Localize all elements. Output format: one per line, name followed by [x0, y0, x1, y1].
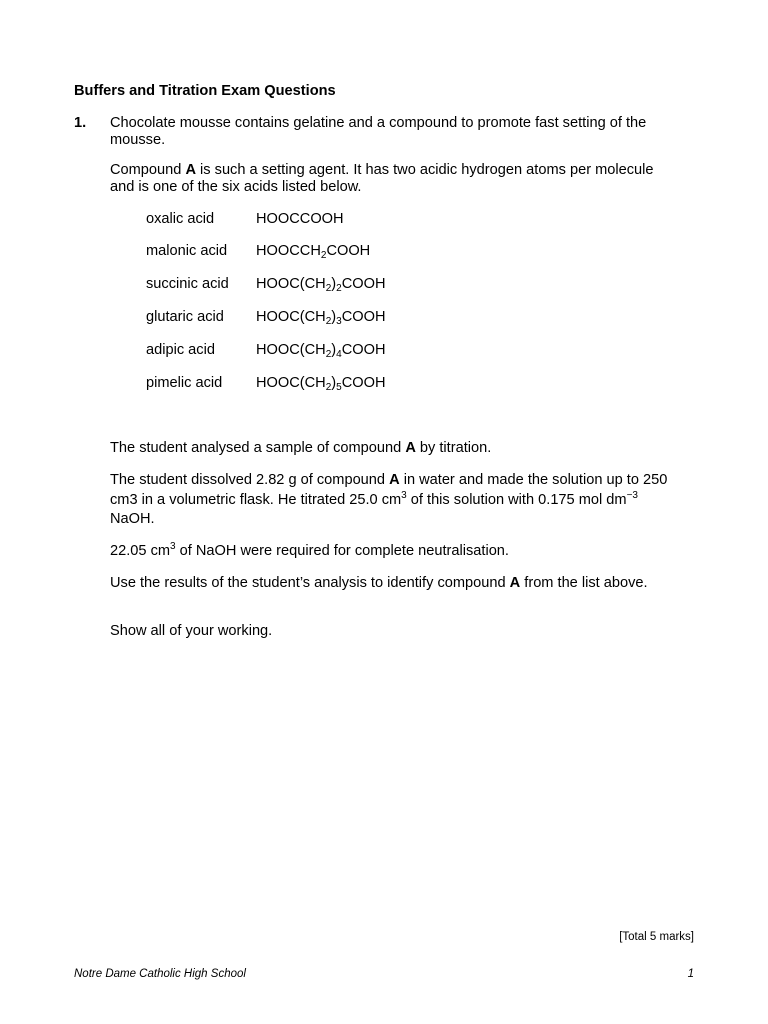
dissolved-text-pre: The student dissolved 2.82 g of compound — [110, 472, 390, 488]
formula-part: ) — [331, 309, 337, 325]
analysed-text-post: by titration. — [415, 440, 492, 456]
formula-part: COOH — [341, 342, 386, 358]
formula-part: HOOC(CH — [256, 276, 326, 292]
dissolved-text-mid: in water and made the solution up to 250 cm3 in a volumetric flask. He titrated 25.0 cm — [110, 472, 668, 508]
acid-name-pimelic: pimelic acid — [146, 375, 223, 391]
footer-page-number: 1 — [687, 968, 694, 980]
acid-formula-oxalic — [256, 211, 344, 228]
acid-formula-adipic — [256, 342, 386, 359]
formula-subscript: 4 — [336, 349, 342, 360]
page-title: Buffers and Titration Exam Questions — [74, 83, 336, 99]
formula-part: ) — [331, 342, 337, 358]
formula-part: HOOC(CH — [256, 342, 326, 358]
acid-name-adipic: adipic acid — [146, 342, 215, 358]
dissolved-text-post: NaOH. — [110, 511, 155, 527]
acid-name-oxalic: oxalic acid — [146, 211, 215, 227]
formula-part: COOH — [341, 309, 386, 325]
formula-part: ) — [331, 276, 337, 292]
dissolved-paragraph — [110, 471, 670, 530]
required-paragraph — [110, 543, 670, 560]
show-working-text: Show all of your working. — [110, 623, 273, 639]
footer-school-name: Notre Dame Catholic High School — [74, 968, 246, 980]
formula-part: COOH — [326, 243, 371, 259]
analysed-paragraph — [110, 440, 670, 457]
formula-subscript: 3 — [336, 316, 342, 327]
formula-part: COOH — [341, 375, 386, 391]
compound-paragraph — [110, 162, 670, 196]
formula-part: ) — [331, 375, 337, 391]
formula-subscript: 5 — [336, 382, 342, 393]
compound-label: A — [389, 472, 400, 488]
superscript: 3 — [401, 489, 407, 501]
analysed-text-pre: The student analysed a sample of compound — [110, 440, 406, 456]
compound-text-pre: Compound — [110, 162, 186, 178]
question-number: 1. — [74, 115, 87, 131]
acid-name-malonic: malonic acid — [146, 243, 228, 259]
use-results-text-pre: Use the results of the student’s analysis to identify compound — [110, 575, 510, 591]
formula-subscript: 2 — [336, 283, 342, 294]
formula-part: HOOCCOOH — [256, 211, 344, 227]
formula-part: HOOC(CH — [256, 309, 326, 325]
required-text-post: of NaOH were required for complete neutralisation. — [175, 543, 509, 559]
formula-subscript: 2 — [325, 382, 332, 393]
compound-text-post: is such a setting agent. It has two acidic hydrogen atoms per molecule and is one of the six acids listed below. — [110, 162, 654, 195]
compound-label: A — [405, 440, 416, 456]
formula-part: HOOC(CH — [256, 375, 326, 391]
dissolved-text-mid2: of this solution with 0.175 mol dm — [406, 491, 627, 508]
acid-formula-malonic — [256, 243, 370, 260]
acid-formula-glutaric — [256, 309, 386, 326]
acid-formula-succinic — [256, 276, 386, 293]
formula-subscript: 2 — [325, 349, 332, 360]
formula-subscript: 2 — [320, 250, 327, 261]
required-text-pre: 22.05 cm — [110, 543, 171, 559]
acid-formula-pimelic — [256, 375, 386, 392]
superscript: 3 — [170, 541, 176, 552]
formula-part: COOH — [341, 276, 386, 292]
compound-label: A — [185, 162, 196, 178]
total-marks: [Total 5 marks] — [619, 931, 694, 943]
formula-subscript: 2 — [325, 283, 332, 294]
acid-name-glutaric: glutaric acid — [146, 309, 224, 325]
superscript: −3 — [626, 489, 638, 501]
use-results-paragraph — [110, 575, 670, 592]
formula-subscript: 2 — [325, 316, 332, 327]
formula-part: HOOCCH — [256, 243, 321, 259]
compound-label: A — [509, 575, 521, 591]
use-results-text-post: from the list above. — [520, 575, 648, 591]
question-intro: Chocolate mousse contains gelatine and a compound to promote fast setting of the mousse. — [110, 115, 647, 148]
acid-name-succinic: succinic acid — [146, 276, 229, 292]
